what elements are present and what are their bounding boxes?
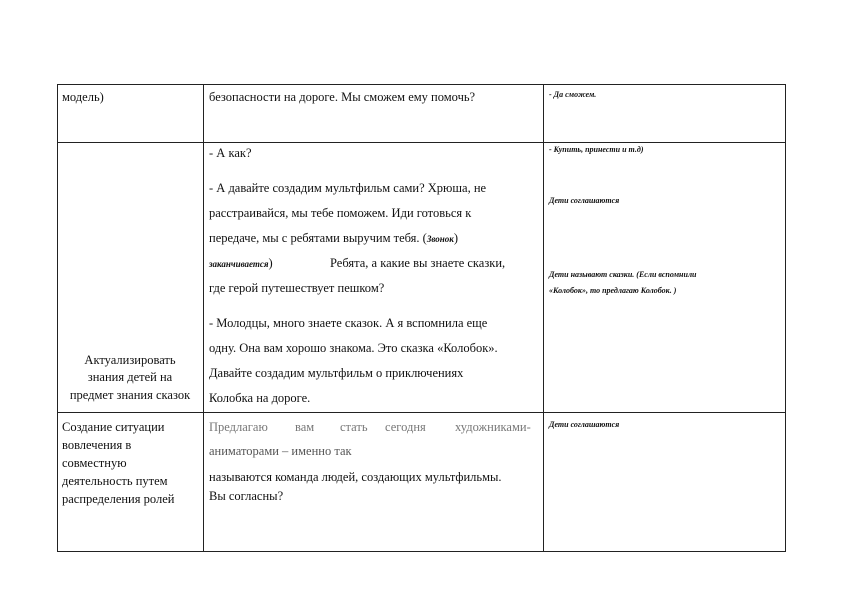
- table-bottom-border: [57, 551, 786, 552]
- row3-stage-line: распределения ролей: [62, 492, 175, 506]
- row2-teacher-line: расстраивайся, мы тебе поможем. Иди готовься к: [209, 206, 472, 220]
- row1-teacher: безопасности на дороге. Мы сможем ему помочь?: [209, 90, 476, 104]
- row2-teacher-line: Ребята, а какие вы знаете сказки,: [330, 256, 506, 270]
- row3-teacher-line: аниматорами – именно так: [209, 444, 352, 458]
- row2-stage-line: Актуализировать: [84, 353, 176, 367]
- stage-direction: Звонок: [426, 234, 454, 244]
- row2-teacher-line: Колобка на дороге.: [209, 391, 311, 405]
- row3-teacher-word: Предлагаю: [209, 420, 268, 434]
- stage-direction: заканчивается: [209, 259, 269, 269]
- row2-teacher-line: передаче, мы с ребятами выручим тебя. (Звонок): [209, 231, 459, 245]
- row-divider-1: [57, 142, 786, 143]
- row3-teacher-word: художниками-: [455, 420, 531, 434]
- table-left-border: [57, 84, 58, 552]
- row2-teacher-line: - Молодцы, много знаете сказок. А я вспомнила еще: [209, 316, 488, 330]
- row3-stage-line: деятельность путем: [62, 474, 168, 488]
- row3-stage-line: Создание ситуации: [62, 420, 165, 434]
- row2-teacher-line: Давайте создадим мультфильм о приключениях: [209, 366, 464, 380]
- row2-teacher-line: - А как?: [209, 146, 252, 160]
- row2-stage-line: предмет знания сказок: [69, 388, 191, 402]
- column-divider-1: [203, 84, 204, 552]
- row2-teacher-line: где герой путешествует пешком?: [209, 281, 385, 295]
- row3-teacher-word: стать: [340, 420, 368, 434]
- row2-children-line: «Колобок», то предлагаю Колобок. ): [549, 286, 677, 295]
- row2-stage-line: знания детей на: [87, 370, 173, 384]
- row3-teacher-line: Вы согласны?: [209, 489, 284, 503]
- row2-children-line: - Купить, принести и т.д): [549, 145, 644, 154]
- row3-children: Дети соглашаются: [549, 420, 620, 429]
- column-divider-2: [543, 84, 544, 552]
- row2-children-line: Дети называют сказки. (Если вспомнили: [549, 270, 697, 279]
- row3-stage-line: совместную: [62, 456, 127, 470]
- row3-teacher-word: вам: [295, 420, 315, 434]
- row2-teacher-line: - А давайте создадим мультфильм сами? Хрюша, не: [209, 181, 487, 195]
- row3-stage-line: вовлечения в: [62, 438, 132, 452]
- row2-teacher-line: заканчивается): [209, 256, 273, 270]
- row3-teacher-word: сегодня: [385, 420, 426, 434]
- row1-stage: модель): [62, 90, 104, 104]
- row1-children: - Да сможем.: [549, 90, 597, 99]
- row2-teacher-line: одну. Она вам хорошо знакома. Это сказка «Колобок».: [209, 341, 498, 355]
- table-right-border: [785, 84, 786, 552]
- row2-children-line: Дети соглашаются: [549, 196, 620, 205]
- table-top-border: [57, 84, 786, 85]
- row-divider-2: [57, 412, 786, 413]
- row3-teacher-line: называются команда людей, создающих мультфильмы.: [209, 470, 502, 484]
